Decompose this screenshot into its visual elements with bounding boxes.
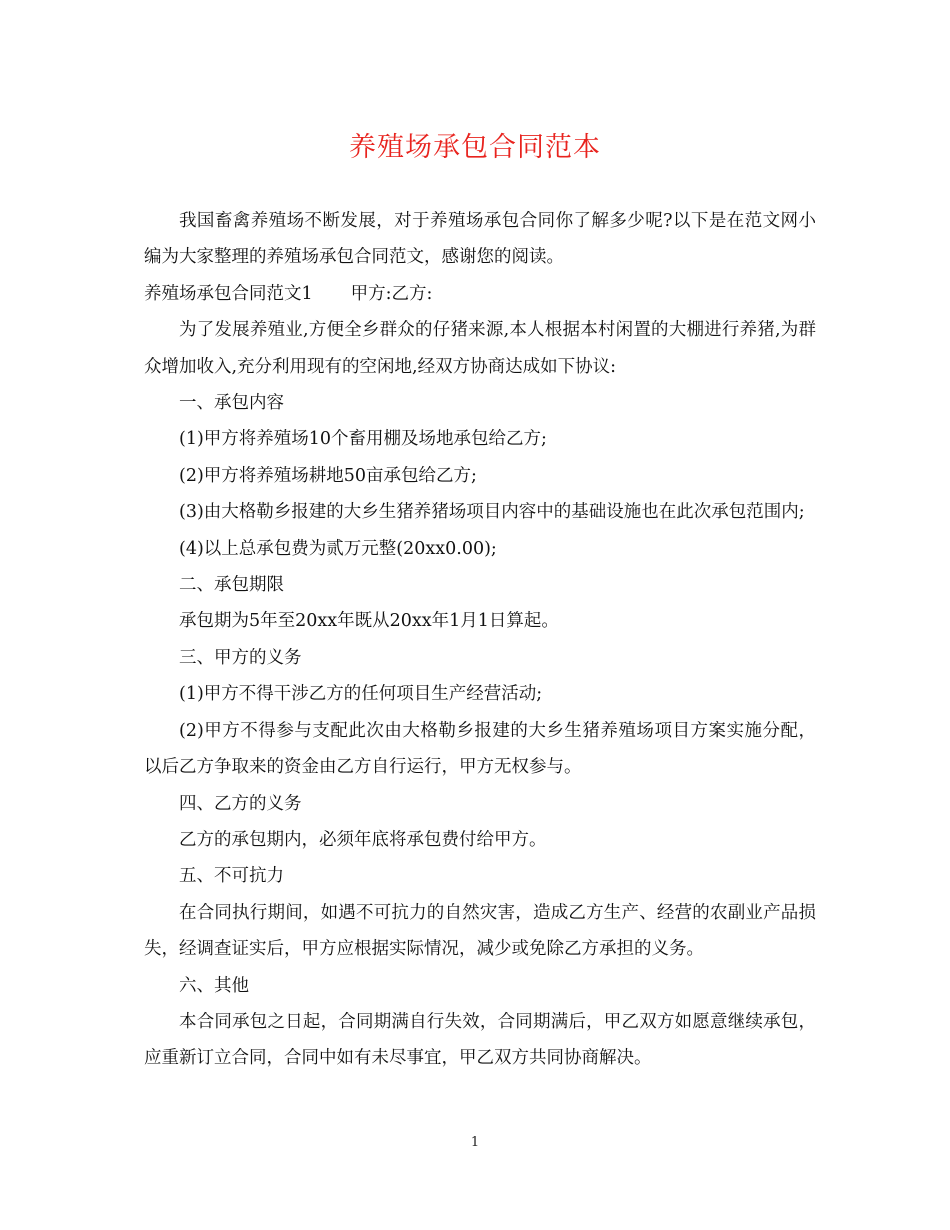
- section-6-heading: 六、其他: [179, 975, 249, 996]
- section-2-text: 承包期为5年至20xx年既从20xx年1月1日算起。: [179, 611, 559, 632]
- preamble-paragraph: 为了发展养殖业,方便全乡群众的仔猪来源,本人根据本村闲置的大棚进行养猪,为群众增加收入,充分利用现有的空闲地,经双方协商达成如下协议:: [144, 320, 816, 377]
- section-1-item-2: (2)甲方将养殖场耕地50亩承包给乙方;: [179, 465, 477, 486]
- section-4-text: 乙方的承包期内，必须年底将承包费付给甲方。: [179, 829, 547, 850]
- section-3-heading: 三、甲方的义务: [179, 647, 302, 668]
- section-3-item-2: (2)甲方不得参与支配此次由大格勒乡报建的大乡生猪养殖场项目方案实施分配，以后乙方争取来的资金由乙方自行运行，甲方无权参与。: [144, 720, 816, 778]
- section-1-heading: 一、承包内容: [179, 393, 284, 414]
- document-title: 养殖场承包合同范本: [349, 132, 601, 163]
- section-3-item-1: (1)甲方不得干涉乙方的任何项目生产经营活动;: [179, 684, 543, 705]
- sample-heading: 养殖场承包合同范文1: [144, 283, 313, 304]
- section-1-item-3: (3)由大格勒乡报建的大乡生猪养猪场项目内容中的基础设施也在此次承包范围内;: [179, 502, 805, 523]
- section-4-heading: 四、乙方的义务: [179, 793, 302, 814]
- section-2-heading: 二、承包期限: [179, 575, 284, 596]
- sample-heading-line: [144, 276, 816, 312]
- section-6-text: 本合同承包之日起，合同期满自行失效，合同期满后，甲乙双方如愿意继续承包，应重新订立合同，合同中如有未尽事宜，甲乙双方共同协商解决。: [144, 1011, 816, 1069]
- section-1-item-1: (1)甲方将养殖场10个畜用棚及场地承包给乙方;: [179, 429, 547, 450]
- section-5-heading: 五、不可抗力: [179, 866, 284, 887]
- document-body: [144, 203, 816, 1077]
- section-5-text: 在合同执行期间，如遇不可抗力的自然灾害，造成乙方生产、经营的农副业产品损失，经调查证实后，甲方应根据实际情况，减少或免除乙方承担的义务。: [144, 902, 816, 960]
- page-number: 1: [470, 1135, 480, 1150]
- intro-paragraph: 我国畜禽养殖场不断发展，对于养殖场承包合同你了解多少呢?以下是在范文网小编为大家整理的养殖场承包合同范文，感谢您的阅读。: [144, 211, 816, 268]
- section-1-item-4: (4)以上总承包费为贰万元整(20xx0.00);: [179, 538, 497, 559]
- parties-label: 甲方:乙方:: [350, 283, 433, 304]
